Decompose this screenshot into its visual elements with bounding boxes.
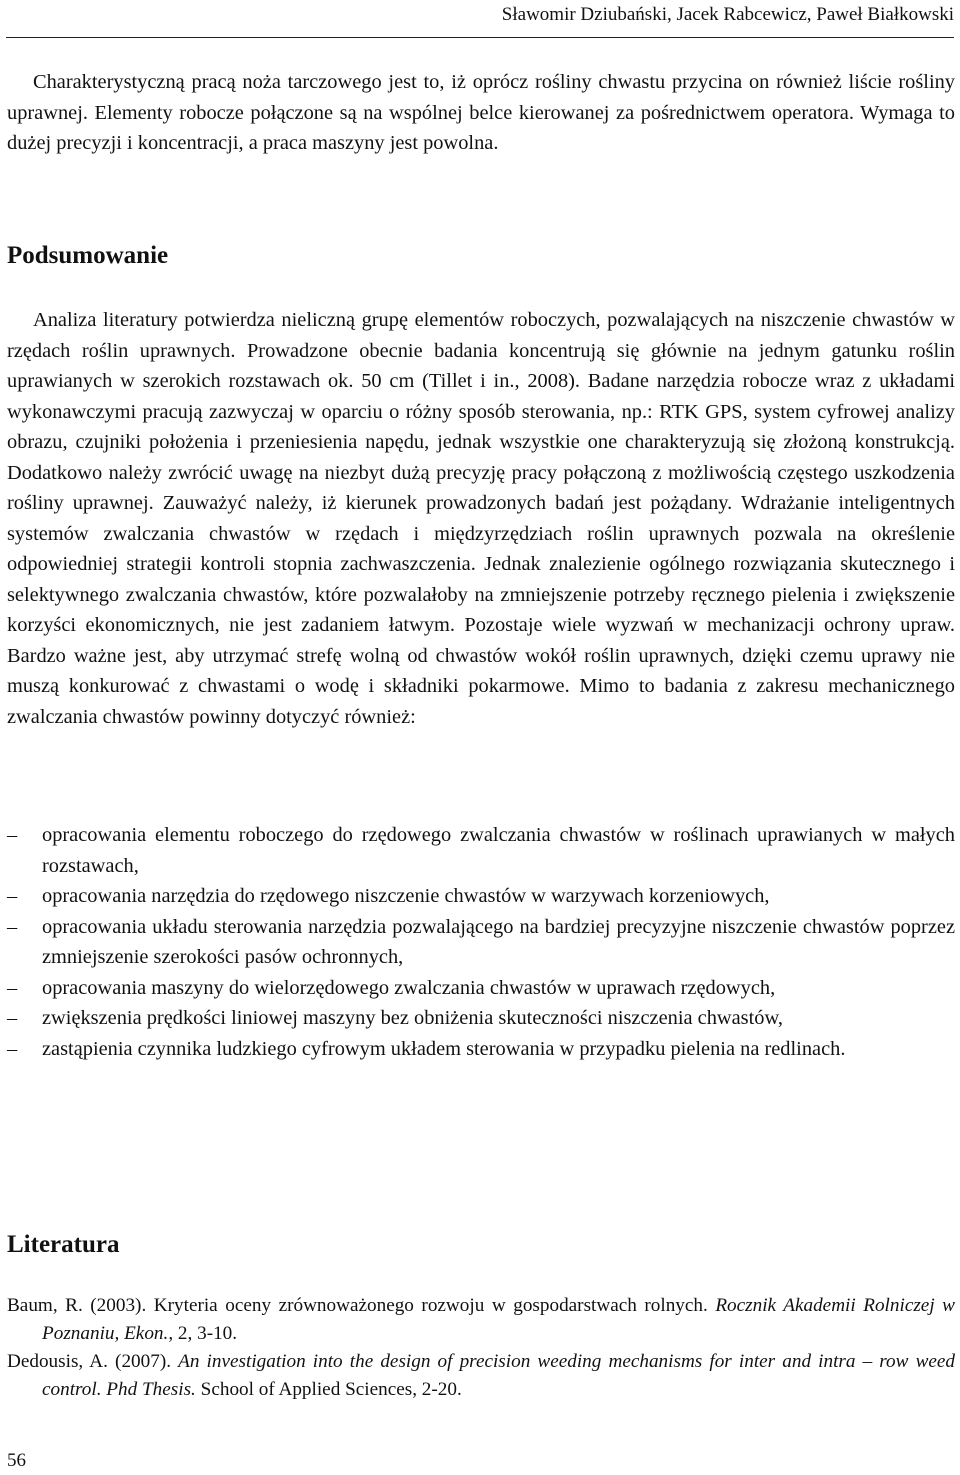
reference-list — [7, 1292, 955, 1404]
reference-entry — [7, 1348, 955, 1404]
dash-bullet: – — [7, 976, 18, 999]
list-item — [7, 820, 955, 881]
intro-paragraph: Charakterystyczną pracą noża tarczowego jest to, iż oprócz rośliny chwastu przycina on również liście rośliny uprawnej. Elementy robocze połączone są na wspólnej belce kierowanej za pośrednictwem operatora. Wymaga to dużej precyzji i koncentracji, a praca maszyny jest powolna. — [7, 71, 955, 154]
page-number: 56 — [7, 1450, 26, 1471]
research-directions-list — [7, 820, 955, 1064]
reference-lead: Dedousis, A. (2007). — [7, 1351, 179, 1372]
list-item — [7, 1003, 955, 1034]
section-heading-summary: Podsumowanie — [7, 242, 169, 269]
dash-bullet: – — [7, 1037, 18, 1060]
dash-bullet: – — [7, 885, 18, 907]
reference-tail: School of Applied Sciences, 2-20. — [195, 1379, 462, 1400]
list-item — [7, 1034, 955, 1065]
list-item — [7, 912, 955, 973]
list-item-text: opracowania układu sterowania narzędzia pozwalającego na bardziej precyzyjne niszczenie chwastów poprzez zmniejszenie szerokości pasów ochronnych, — [42, 915, 955, 968]
list-item-text: opracowania maszyny do wielorzędowego zwalczania chwastów w uprawach rzędowych, — [42, 976, 776, 999]
summary-paragraph: Analiza literatury potwierdza nieliczną grupę elementów roboczych, pozwalających na niszczenie chwastów w rzędach roślin uprawnych. Prowadzone obecnie badania koncentrują się głównie na jednym gatunku roślin uprawianych w szerokich rozstawach ok. 50 cm (Tillet i in., 2008). Badane narzędzia robocze wraz z układami wykonawczymi pracują zazwyczaj w oparciu o różny sposób sterowania, np.: RTK GPS, system cyfrowej analizy obrazu, czujniki położenia i przeniesienia napędu, jednak wszystkie one charakteryzują się złożoną konstrukcją. Dodatkowo należy zwrócić uwagę na niezbyt dużą precyzję pracy połączoną z możliwością częstego uszkodzenia rośliny uprawnej. Zauważyć należy, iż kierunek prowadzonych badań jest pożądany. Wdrażanie inteligentnych systemów zwalczania chwastów w rzędach i międzyrzędziach roślin uprawnych pozwala na określenie odpowiedniej strategii kontroli stopnia zachwaszczenia. Jednak znalezienie ogólnego rozwiązania skutecznego i selektywnego zwalczania chwastów, które pozwalałoby na zmniejszenie potrzeby ręcznego pielenia i zwiększenie korzyści ekonomicznych, nie jest zadaniem łatwym. Pozostaje wiele wyzwań w mechanizacji ochrony upraw. Bardzo ważne jest, aby utrzymać strefę wolną od chwastów wokół roślin uprawnych, dzięki czemu uprawy nie muszą konkurować z chwastami o wodę i składniki pokarmowe. Mimo to badania z zakresu mechanicznego zwalczania chwastów powinny dotyczyć również: — [7, 309, 955, 728]
dash-bullet: – — [7, 824, 18, 846]
dash-bullet: – — [7, 915, 18, 938]
running-header-authors: Sławomir Dziubański, Jacek Rabcewicz, Paweł Białkowski — [501, 4, 954, 25]
reference-source: An investigation into the design of precision weeding mechanisms for inter and intra – row weed control. Phd Thesis. — [42, 1351, 955, 1400]
list-item — [7, 881, 955, 912]
section-heading-literature: Literatura — [7, 1231, 120, 1258]
list-item-text: opracowania narzędzia do rzędowego niszczenie chwastów w warzywach korzeniowych, — [42, 885, 770, 907]
reference-entry — [7, 1292, 955, 1348]
reference-source: Rocznik Akademii Rolniczej w Poznaniu, Ekon. — [42, 1295, 955, 1344]
reference-lead: Baum, R. (2003). Kryteria oceny zrównoważonego rozwoju w gospodarstwach rolnych. — [7, 1295, 716, 1316]
list-item-text: zastąpienia czynnika ludzkiego cyfrowym układem sterowania w przypadku pielenia na redlinach. — [42, 1037, 846, 1060]
list-item-text: zwiększenia prędkości liniowej maszyny bez obniżenia skuteczności niszczenia chwastów, — [42, 1007, 783, 1029]
header-divider — [6, 37, 954, 38]
list-item — [7, 973, 955, 1004]
list-item-text: opracowania elementu roboczego do rzędowego zwalczania chwastów w roślinach uprawianych w małych rozstawach, — [42, 824, 955, 877]
dash-bullet: – — [7, 1007, 18, 1029]
reference-tail: , 2, 3-10. — [168, 1323, 238, 1344]
